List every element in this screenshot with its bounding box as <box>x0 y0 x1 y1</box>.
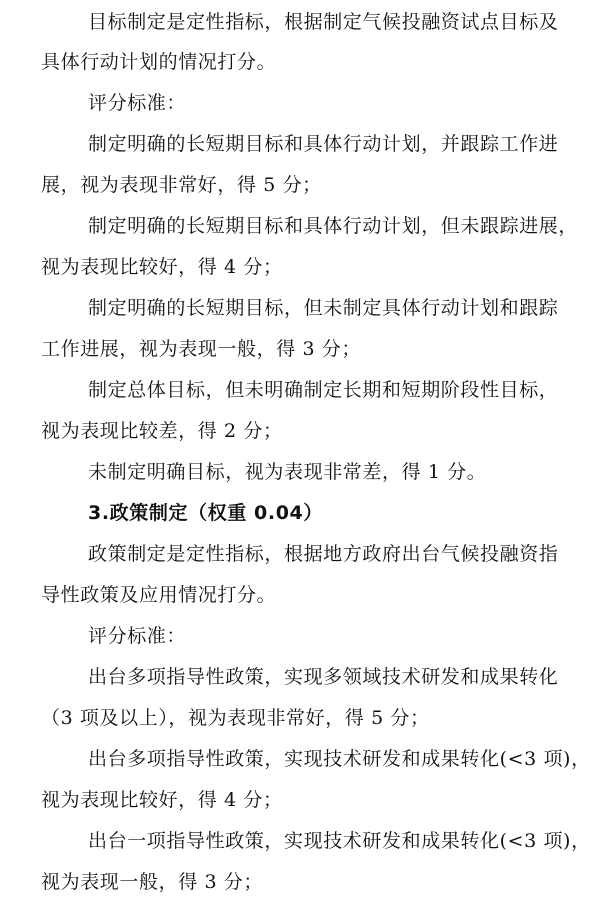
paragraph-line: 导性政策及应用情况打分。 <box>41 584 277 606</box>
paragraph-line: 制定明确的长短期目标和具体行动计划，并跟踪工作进 <box>88 133 559 155</box>
paragraph-line: 目标制定是定性指标，根据制定气候投融资试点目标及 <box>88 11 559 33</box>
paragraph-line: 出台多项指导性政策，实现多领域技术研发和成果转化 <box>88 666 559 688</box>
paragraph-line: 视为表现比较好，得 4 分； <box>41 789 283 811</box>
paragraph-line: （3 项及以上），视为表现非常好，得 5 分； <box>41 707 430 729</box>
paragraph-line: 政策制定是定性指标，根据地方政府出台气候投融资指 <box>88 543 559 565</box>
paragraph-line: 工作进展，视为表现一般，得 3 分； <box>41 338 361 360</box>
paragraph-line: 制定明确的长短期目标和具体行动计划，但未跟踪进展， <box>88 215 579 237</box>
section-heading: 3.政策制定（权重 0.04） <box>88 502 323 524</box>
paragraph-line: 视为表现一般，得 3 分； <box>41 871 263 893</box>
paragraph-line: 具体行动计划的情况打分。 <box>41 51 277 73</box>
paragraph-line: 评分标准： <box>88 625 187 647</box>
paragraph-line: 评分标准： <box>88 92 187 114</box>
paragraph-line: 视为表现比较差，得 2 分； <box>41 420 283 442</box>
paragraph-line: 展，视为表现非常好，得 5 分； <box>41 174 322 196</box>
paragraph-line: 出台一项指导性政策，实现技术研发和成果转化(<3 项)， <box>88 830 591 852</box>
paragraph-line: 视为表现比较好，得 4 分； <box>41 256 283 278</box>
paragraph-line: 出台多项指导性政策，实现技术研发和成果转化(<3 项)， <box>88 748 591 770</box>
paragraph-line: 未制定明确目标，视为表现非常差，得 1 分。 <box>88 461 487 483</box>
paragraph-line: 制定总体目标，但未明确制定长期和短期阶段性目标， <box>88 379 559 401</box>
paragraph-line: 制定明确的长短期目标，但未制定具体行动计划和跟踪 <box>88 297 559 319</box>
